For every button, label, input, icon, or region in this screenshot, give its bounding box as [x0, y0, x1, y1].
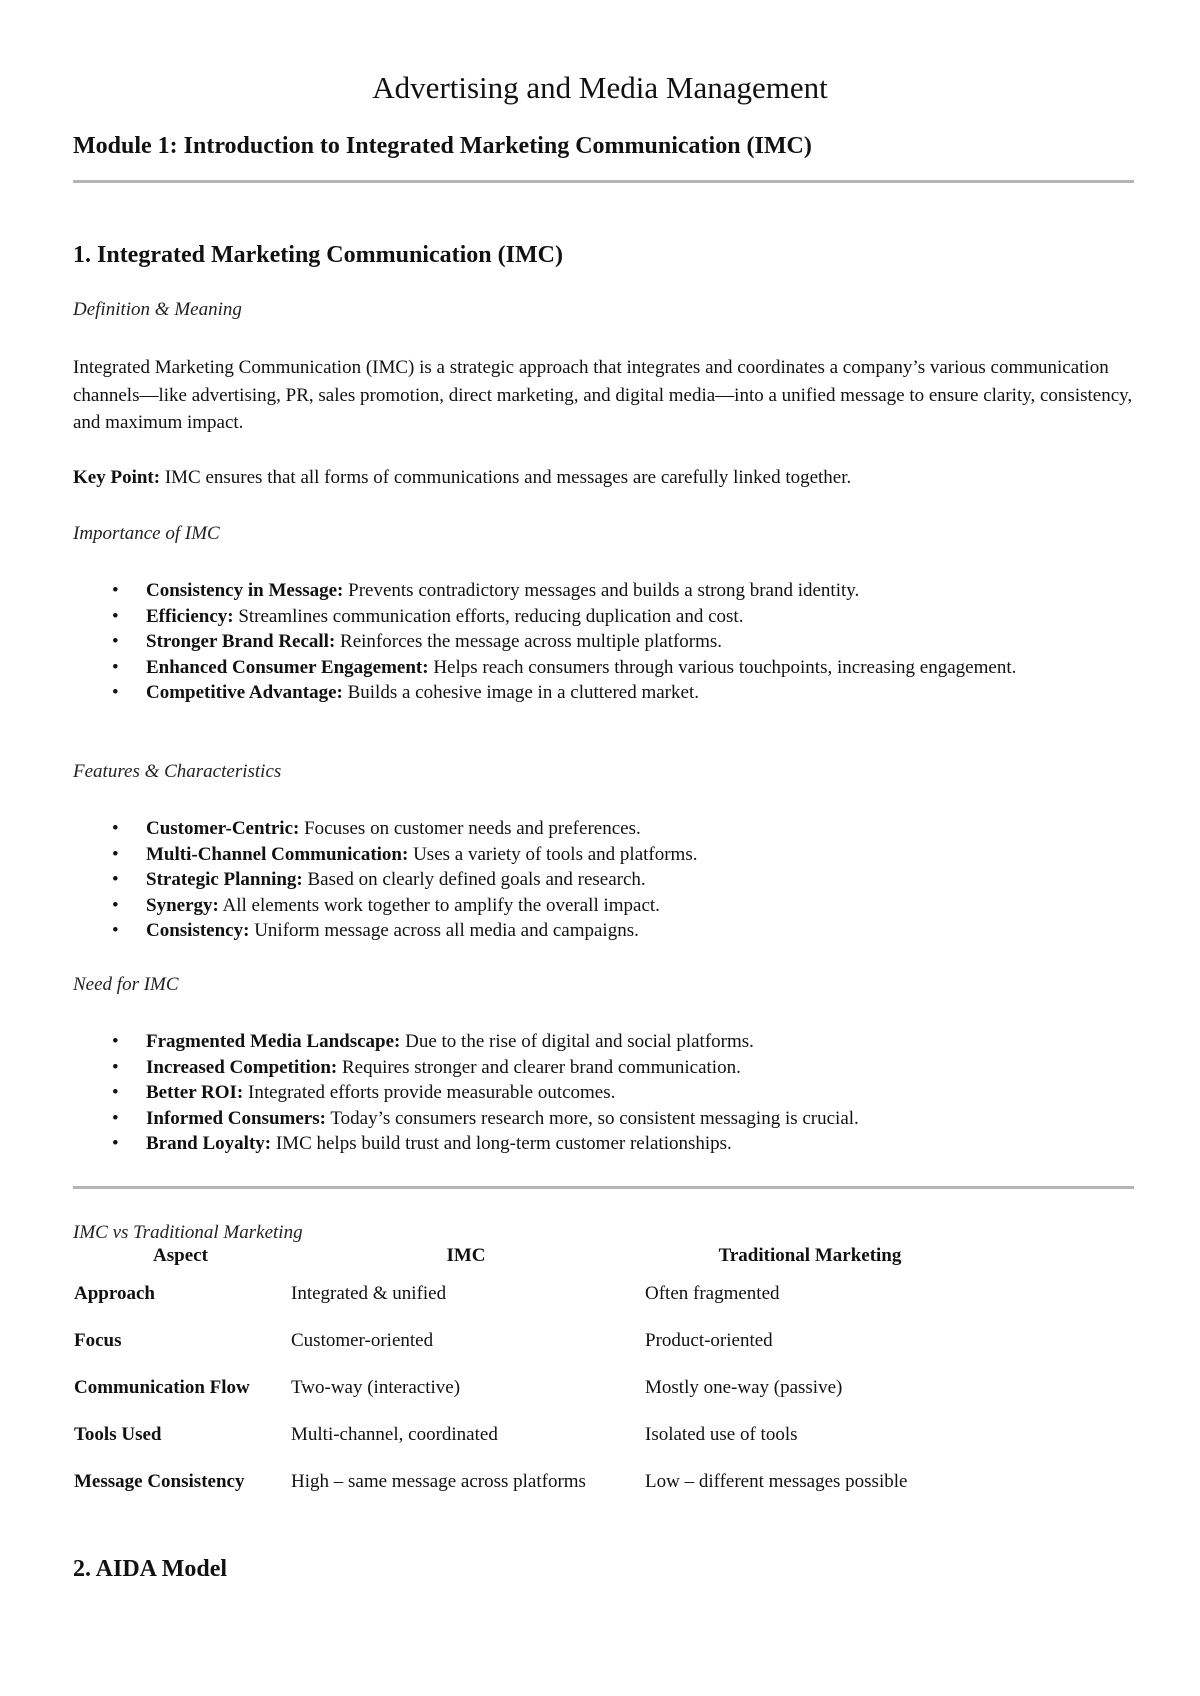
column-header: Aspect: [153, 1245, 208, 1266]
key-point-text: IMC ensures that all forms of communications and messages are carefully linked together.: [160, 467, 852, 488]
section-heading-aida: 2. AIDA Model: [73, 1556, 228, 1582]
item-label: Strategic Planning:: [146, 869, 303, 890]
list-item: [112, 604, 1106, 630]
item-label: Informed Consumers:: [146, 1107, 326, 1129]
list-item: [112, 842, 1106, 868]
horizontal-divider: [73, 180, 1134, 183]
features-list: [112, 816, 1106, 944]
table-cell: Product-oriented: [645, 1330, 773, 1351]
bullet-icon: •: [112, 631, 119, 652]
table-cell: Isolated use of tools: [645, 1424, 798, 1445]
list-item: [112, 1029, 1106, 1055]
item-text: Integrated efforts provide measurable outcomes.: [243, 1082, 616, 1103]
table-cell: Multi-channel, coordinated: [291, 1424, 498, 1445]
table-row: [72, 1365, 977, 1412]
bullet-icon: •: [112, 818, 119, 839]
table-cell: Approach: [74, 1283, 155, 1304]
item-text: IMC helps build trust and long-term customer relationships.: [271, 1133, 732, 1154]
comparison-heading: IMC vs Traditional Marketing: [73, 1222, 303, 1243]
bullet-icon: •: [112, 920, 119, 941]
item-text: Uses a variety of tools and platforms.: [408, 843, 698, 865]
item-text: Requires stronger and clearer brand communication.: [337, 1056, 741, 1078]
list-item: [112, 1106, 1106, 1132]
table-cell: Often fragmented: [645, 1283, 780, 1304]
table-cell: Integrated & unified: [291, 1283, 447, 1304]
item-label: Increased Competition:: [146, 1056, 338, 1078]
list-item: [112, 680, 1106, 706]
item-label: Efficiency:: [146, 605, 234, 627]
column-header: IMC: [446, 1245, 486, 1266]
list-item: [112, 893, 1106, 919]
table-cell: Focus: [74, 1330, 122, 1351]
list-item: [112, 1055, 1106, 1081]
bullet-icon: •: [112, 1082, 119, 1103]
table-cell: Mostly one-way (passive): [645, 1377, 843, 1398]
bullet-icon: •: [112, 894, 119, 916]
item-label: Competitive Advantage:: [146, 682, 343, 703]
features-heading: Features & Characteristics: [73, 761, 282, 782]
table-cell: Customer-oriented: [291, 1330, 434, 1351]
need-heading: Need for IMC: [73, 974, 179, 995]
importance-heading: Importance of IMC: [73, 523, 220, 544]
item-label: Brand Loyalty:: [146, 1133, 272, 1154]
bullet-icon: •: [112, 1133, 119, 1154]
bullet-icon: •: [112, 580, 119, 601]
item-text: Reinforces the message across multiple platforms.: [335, 631, 723, 652]
item-label: Synergy:: [146, 894, 219, 916]
bullet-icon: •: [112, 1107, 119, 1129]
table-cell: Two-way (interactive): [291, 1377, 461, 1398]
document-title: Advertising and Media Management: [372, 70, 828, 105]
module-title: Module 1: Introduction to Integrated Marketing Communication (IMC): [73, 133, 812, 159]
table-row: [72, 1318, 977, 1365]
list-item: [112, 816, 1106, 842]
importance-list: [112, 578, 1106, 706]
table-header-row: [72, 1245, 977, 1271]
table-row: [72, 1412, 977, 1459]
bullet-icon: •: [112, 869, 119, 890]
definition-heading: Definition & Meaning: [73, 299, 242, 320]
key-point-label: Key Point:: [73, 467, 161, 488]
item-label: Consistency:: [146, 920, 250, 941]
section-heading-imc: 1. Integrated Marketing Communication (IMC): [73, 242, 563, 268]
item-text: Uniform message across all media and campaigns.: [249, 920, 639, 941]
bullet-icon: •: [112, 1031, 119, 1052]
item-text: Prevents contradictory messages and builds a strong brand identity.: [343, 580, 860, 601]
item-label: Consistency in Message:: [146, 580, 344, 601]
definition-paragraph: Integrated Marketing Communication (IMC) is a strategic approach that integrates and coordinates a company’s various communication channels—like advertising, PR, sales promotion, direct marketing, and digital media—into a unified message to ensure clarity, consistency, and maximum impact.: [73, 357, 1133, 433]
horizontal-divider: [73, 1186, 1134, 1189]
item-text: Today’s consumers research more, so consistent messaging is crucial.: [325, 1107, 859, 1129]
list-item: [112, 1080, 1106, 1106]
table-cell: Tools Used: [74, 1424, 162, 1445]
comparison-table: [72, 1245, 977, 1506]
need-list: [112, 1029, 1106, 1157]
bullet-icon: •: [112, 682, 119, 703]
item-text: Streamlines communication efforts, reducing duplication and cost.: [233, 605, 744, 627]
list-item: [112, 629, 1106, 655]
item-text: All elements work together to amplify the overall impact.: [218, 894, 660, 916]
bullet-icon: •: [112, 605, 119, 627]
item-text: Helps reach consumers through various touchpoints, increasing engagement.: [428, 656, 1017, 678]
item-text: Builds a cohesive image in a cluttered market.: [342, 682, 699, 703]
item-label: Multi-Channel Communication:: [146, 843, 409, 865]
list-item: [112, 1131, 1106, 1157]
item-text: Focuses on customer needs and preferences.: [299, 818, 641, 839]
table-row: [72, 1459, 977, 1506]
item-label: Customer-Centric:: [146, 818, 300, 839]
table-row: [72, 1271, 977, 1318]
item-label: Fragmented Media Landscape:: [146, 1031, 401, 1052]
table-cell: Low – different messages possible: [645, 1471, 908, 1492]
item-text: Due to the rise of digital and social platforms.: [400, 1031, 754, 1052]
list-item: [112, 918, 1106, 944]
bullet-icon: •: [112, 1056, 119, 1078]
bullet-icon: •: [112, 656, 119, 678]
item-label: Enhanced Consumer Engagement:: [146, 656, 429, 678]
list-item: [112, 655, 1106, 681]
column-header: Traditional Marketing: [718, 1245, 902, 1266]
bullet-icon: •: [112, 843, 119, 865]
item-label: Better ROI:: [146, 1082, 244, 1103]
table-cell: Communication Flow: [74, 1377, 250, 1398]
table-cell: High – same message across platforms: [291, 1471, 586, 1492]
table-cell: Message Consistency: [74, 1471, 245, 1492]
key-point-paragraph: [73, 464, 1143, 492]
item-label: Stronger Brand Recall:: [146, 631, 336, 652]
list-item: [112, 867, 1106, 893]
item-text: Based on clearly defined goals and research.: [302, 869, 646, 890]
list-item: [112, 578, 1106, 604]
